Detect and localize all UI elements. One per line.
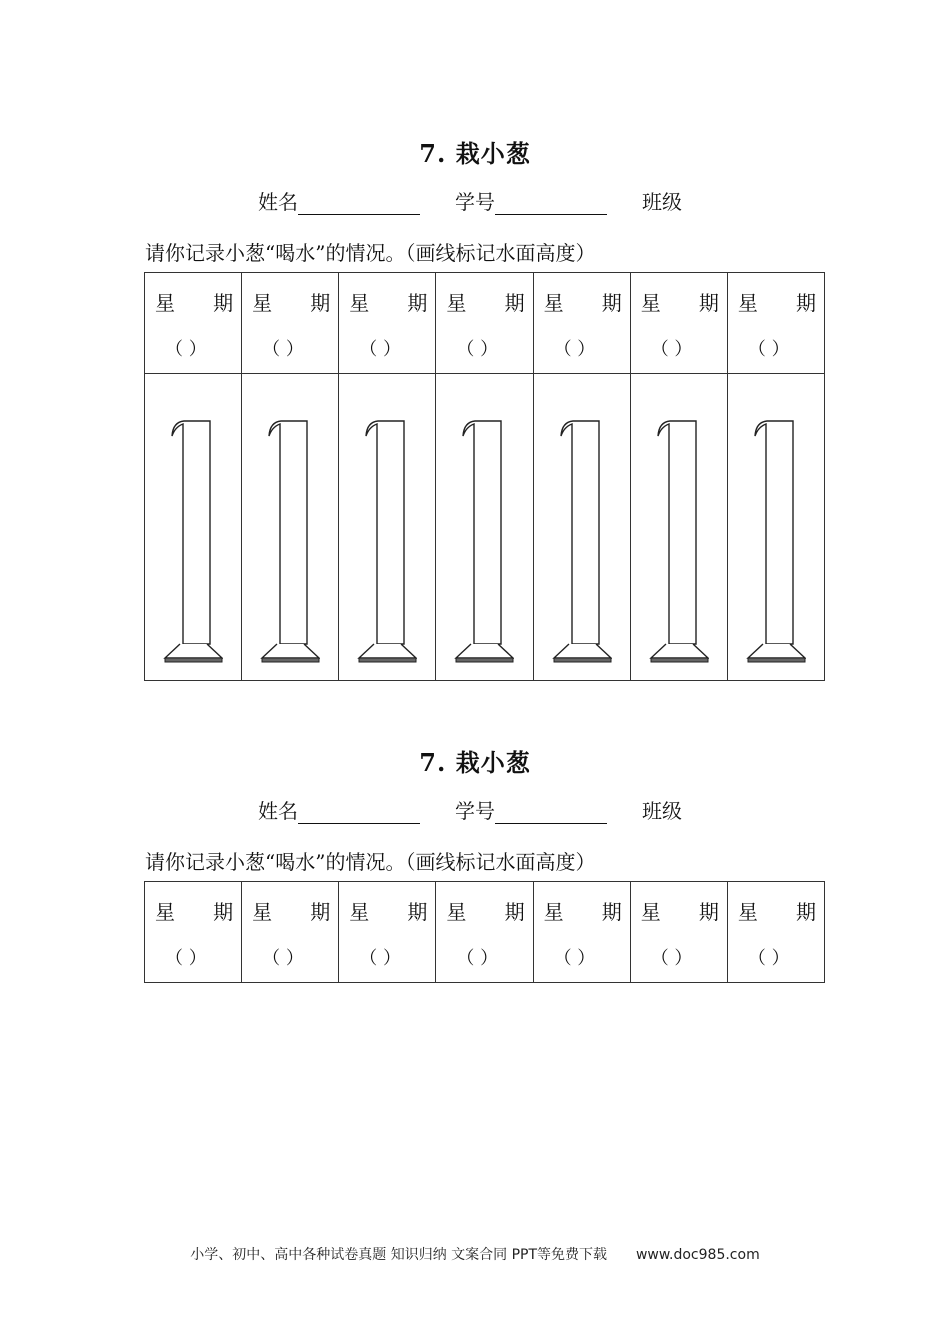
measuring-cylinder-icon[interactable] [454,416,514,666]
day-label-xing: 星 [155,291,175,315]
day-label-qi: 期 [698,900,719,924]
page-footer [0,1244,950,1264]
day-cell[interactable] [533,882,630,983]
measuring-cylinder-icon[interactable] [260,416,320,666]
day-header-row [145,273,825,374]
instruction-text-repeat: 请你记录小葱“喝水”的情况。（画线标记水面高度） [145,850,596,874]
day-label-qi: 期 [796,291,816,315]
record-table-repeat [144,881,825,983]
cylinder-cell[interactable] [533,374,630,681]
name-label: 姓名 [258,799,298,823]
student-number-label: 学号 [455,190,495,214]
day-label-xing: 星 [349,291,370,315]
name-field[interactable] [298,801,420,824]
day-label-qi: 期 [310,291,331,315]
day-blank[interactable]: （ ） [747,339,790,360]
day-label-xing: 星 [640,291,661,315]
cylinder-cell[interactable] [630,374,727,681]
day-cell[interactable] [727,882,824,983]
student-info-row [258,186,682,215]
day-label-xing: 星 [737,900,758,924]
day-cell[interactable] [533,273,630,374]
day-blank[interactable]: （ ） [262,339,304,360]
cylinder-cell[interactable] [242,374,339,681]
cylinder-cell[interactable] [727,374,824,681]
day-label-qi: 期 [698,291,719,315]
day-cell[interactable] [727,273,824,374]
day-cell[interactable] [436,273,533,374]
day-label-qi: 期 [213,900,234,924]
day-blank[interactable]: （ ） [747,948,790,969]
day-label-qi: 期 [407,291,428,315]
student-info-row-repeat [258,795,682,824]
day-label-qi: 期 [407,900,428,924]
day-label-xing: 星 [446,900,467,924]
day-cell[interactable] [436,882,533,983]
day-blank[interactable]: （ ） [165,948,207,969]
day-label-xing: 星 [349,900,370,924]
day-blank[interactable]: （ ） [650,339,693,360]
measuring-cylinder-icon[interactable] [163,416,223,666]
measuring-cylinder-icon[interactable] [746,416,806,666]
day-label-qi: 期 [213,291,234,315]
student-number-field[interactable] [495,801,607,824]
day-label-qi: 期 [601,291,622,315]
cylinder-cell[interactable] [145,374,242,681]
instruction-text: 请你记录小葱“喝水”的情况。（画线标记水面高度） [145,241,596,265]
day-blank[interactable]: （ ） [359,948,402,969]
record-table [144,272,825,681]
cylinder-row [145,374,825,681]
day-blank[interactable]: （ ） [650,948,693,969]
day-header-row [145,882,825,983]
page-title: 7. 栽小葱 [419,139,531,168]
day-cell[interactable] [145,273,242,374]
day-label-xing: 星 [252,900,273,924]
name-label: 姓名 [258,190,298,214]
cylinder-cell[interactable] [436,374,533,681]
day-cell[interactable] [630,273,727,374]
class-label: 班级 [642,190,682,214]
day-label-xing: 星 [252,291,273,315]
footer-text: 小学、初中、高中各种试卷真题 知识归纳 文案合同 PPT等免费下载 [190,1247,608,1263]
day-cell[interactable] [339,273,436,374]
class-label: 班级 [642,799,682,823]
day-label-xing: 星 [640,900,661,924]
page-title-repeat: 7. 栽小葱 [419,748,531,777]
cylinder-cell[interactable] [339,374,436,681]
day-label-qi: 期 [601,900,622,924]
measuring-cylinder-icon[interactable] [649,416,709,666]
day-blank[interactable]: （ ） [456,948,499,969]
day-cell[interactable] [145,882,242,983]
day-cell[interactable] [339,882,436,983]
day-cell[interactable] [242,882,339,983]
name-field[interactable] [298,192,420,215]
day-blank[interactable]: （ ） [165,339,207,360]
day-label-qi: 期 [504,291,525,315]
day-blank[interactable]: （ ） [456,339,499,360]
measuring-cylinder-icon[interactable] [357,416,417,666]
day-label-qi: 期 [796,900,816,924]
day-blank[interactable]: （ ） [553,948,596,969]
day-blank[interactable]: （ ） [262,948,304,969]
measuring-cylinder-icon[interactable] [552,416,612,666]
day-label-xing: 星 [155,900,175,924]
day-label-xing: 星 [543,291,564,315]
day-label-xing: 星 [737,291,758,315]
footer-site-link[interactable]: www.doc985.com [635,1247,760,1263]
day-label-qi: 期 [310,900,331,924]
day-blank[interactable]: （ ） [553,339,596,360]
day-label-xing: 星 [543,900,564,924]
student-number-label: 学号 [455,799,495,823]
day-label-qi: 期 [504,900,525,924]
day-label-xing: 星 [446,291,467,315]
day-blank[interactable]: （ ） [359,339,402,360]
student-number-field[interactable] [495,192,607,215]
day-cell[interactable] [242,273,339,374]
day-cell[interactable] [630,882,727,983]
